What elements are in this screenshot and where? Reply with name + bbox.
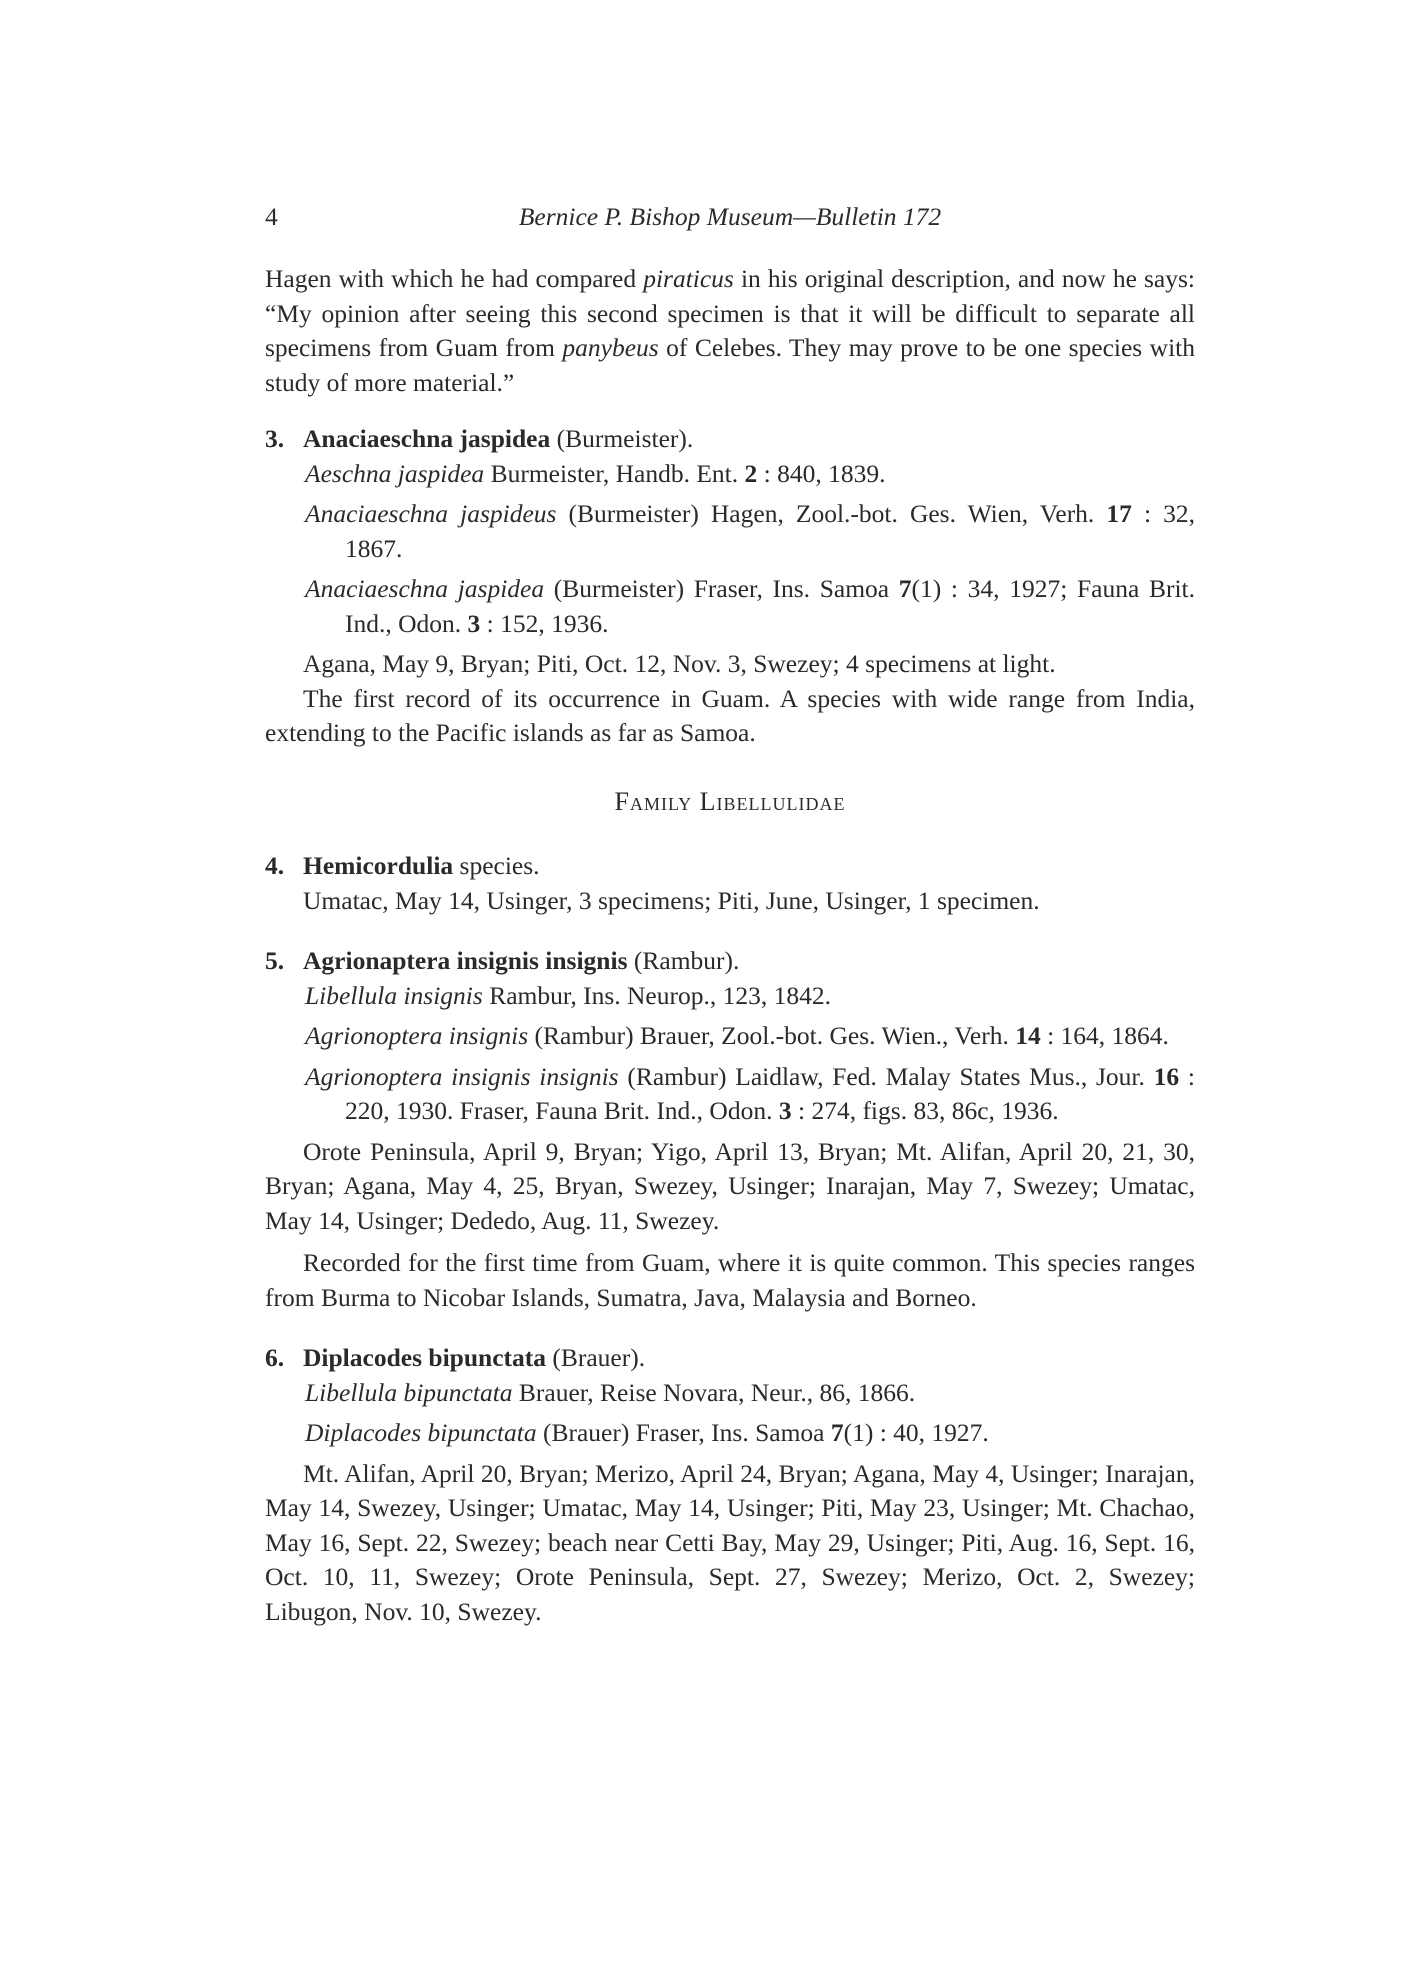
running-head: Bernice P. Bishop Museum—Bulletin 172 xyxy=(518,202,942,231)
synonym-citation: Libellula insignis Rambur, Ins. Neurop., 123, 1842. xyxy=(305,980,831,1010)
collection-records: Orote Peninsula, April 9, Bryan; Yigo, April 13, Bryan; Mt. Alifan, April 20, 21, 30, Bryan; Agana, May 4, 25, Bryan, Swezey, Usinger; Inarajan, May 7, Swezey; Umatac, May 14, Usinger; Dededo, Aug. 11, Swezey. xyxy=(265,1136,1195,1235)
species-note: Recorded for the first time from Guam, where it is quite common. This species ranges from Burma to Nicobar Islands, Sumatra, Java, Malaysia and Borneo. xyxy=(265,1248,1195,1312)
entry-heading: 3. Anaciaeschna jaspidea (Burmeister). xyxy=(265,424,694,453)
entry-heading: 4. Hemicordulia species. xyxy=(265,851,540,880)
synonym-citation: Anaciaeschna jaspideus (Burmeister) Hagen, Zool.-bot. Ges. Wien, Verh. 17 : 32, 1867. xyxy=(305,499,1195,563)
entry-heading: 5. Agrionaptera insignis insignis (Rambur). xyxy=(265,946,740,975)
synonym-citation: Libellula bipunctata Brauer, Reise Novara, Neur., 86, 1866. xyxy=(305,1377,916,1407)
page-body xyxy=(265,200,1195,1655)
synonym-citation: Aeschna jaspidea Burmeister, Handb. Ent. 2 : 840, 1839. xyxy=(305,458,886,488)
page-header xyxy=(265,200,1195,234)
synonym-citation: Diplacodes bipunctata (Brauer) Fraser, Ins. Samoa 7(1) : 40, 1927. xyxy=(305,1418,989,1447)
species-entry-4 xyxy=(265,849,1195,918)
intro-paragraph: Hagen with which he had compared piraticus in his original description, and now he says: “My opinion after seeing this second specimen is that it will be difficult to separate all specimens from Guam from panybeus of Celebes. They may prove to be one species with study of more material.” xyxy=(265,264,1195,397)
species-entry-6 xyxy=(265,1341,1195,1629)
collection-records: Agana, May 9, Bryan; Piti, Oct. 12, Nov. 3, Swezey; 4 specimens at light. xyxy=(303,649,1056,678)
taxon-name: Diplacodes bipunctata xyxy=(303,1343,546,1372)
collection-records: Mt. Alifan, April 20, Bryan; Merizo, April 24, Bryan; Agana, May 4, Usinger; Inarajan, May 14, Swezey, Usinger; Umatac, May 14, Usinger; Piti, May 23, Usinger; Mt. Chachao, May 16, Sept. 22, Swezey; beach near Cetti Bay, May 29, Usinger; Piti, Aug. 16, Sept. 16, Oct. 10, 11, Swezey; Orote Peninsula, Sept. 27, Swezey; Merizo, Oct. 2, Swezey; Libugon, Nov. 10, Swezey. xyxy=(265,1458,1195,1626)
entry-heading: 6. Diplacodes bipunctata (Brauer). xyxy=(265,1343,646,1372)
species-entry-3 xyxy=(265,422,1195,751)
taxon-name: Anaciaeschna jaspidea xyxy=(303,424,551,453)
page-number: 4 xyxy=(265,202,278,231)
taxon-name: Hemicordulia xyxy=(303,851,454,880)
synonym-citation: Agrionoptera insignis (Rambur) Brauer, Zool.-bot. Ges. Wien., Verh. 14 : 164, 1864. xyxy=(305,1021,1169,1050)
species-entry-5 xyxy=(265,944,1195,1315)
collection-records: Umatac, May 14, Usinger, 3 specimens; Piti, June, Usinger, 1 specimen. xyxy=(303,885,1040,915)
synonym-citation: Anaciaeschna jaspidea (Burmeister) Fraser, Ins. Samoa 7(1) : 34, 1927; Fauna Brit. Ind., Odon. 3 : 152, 1936. xyxy=(305,574,1196,638)
synonym-citation: Agrionoptera insignis insignis (Rambur) Laidlaw, Fed. Malay States Mus., Jour. 16 : 220, 1930. Fraser, Fauna Brit. Ind., Odon. 3 : 274, figs. 83, 86c, 1936. xyxy=(305,1061,1195,1125)
species-note: The first record of its occurrence in Guam. A species with wide range from India, extending to the Pacific islands as far as Samoa. xyxy=(265,683,1195,747)
family-heading: Family Libellulidae xyxy=(614,786,846,816)
taxon-name: Agrionaptera insignis insignis xyxy=(303,946,628,975)
